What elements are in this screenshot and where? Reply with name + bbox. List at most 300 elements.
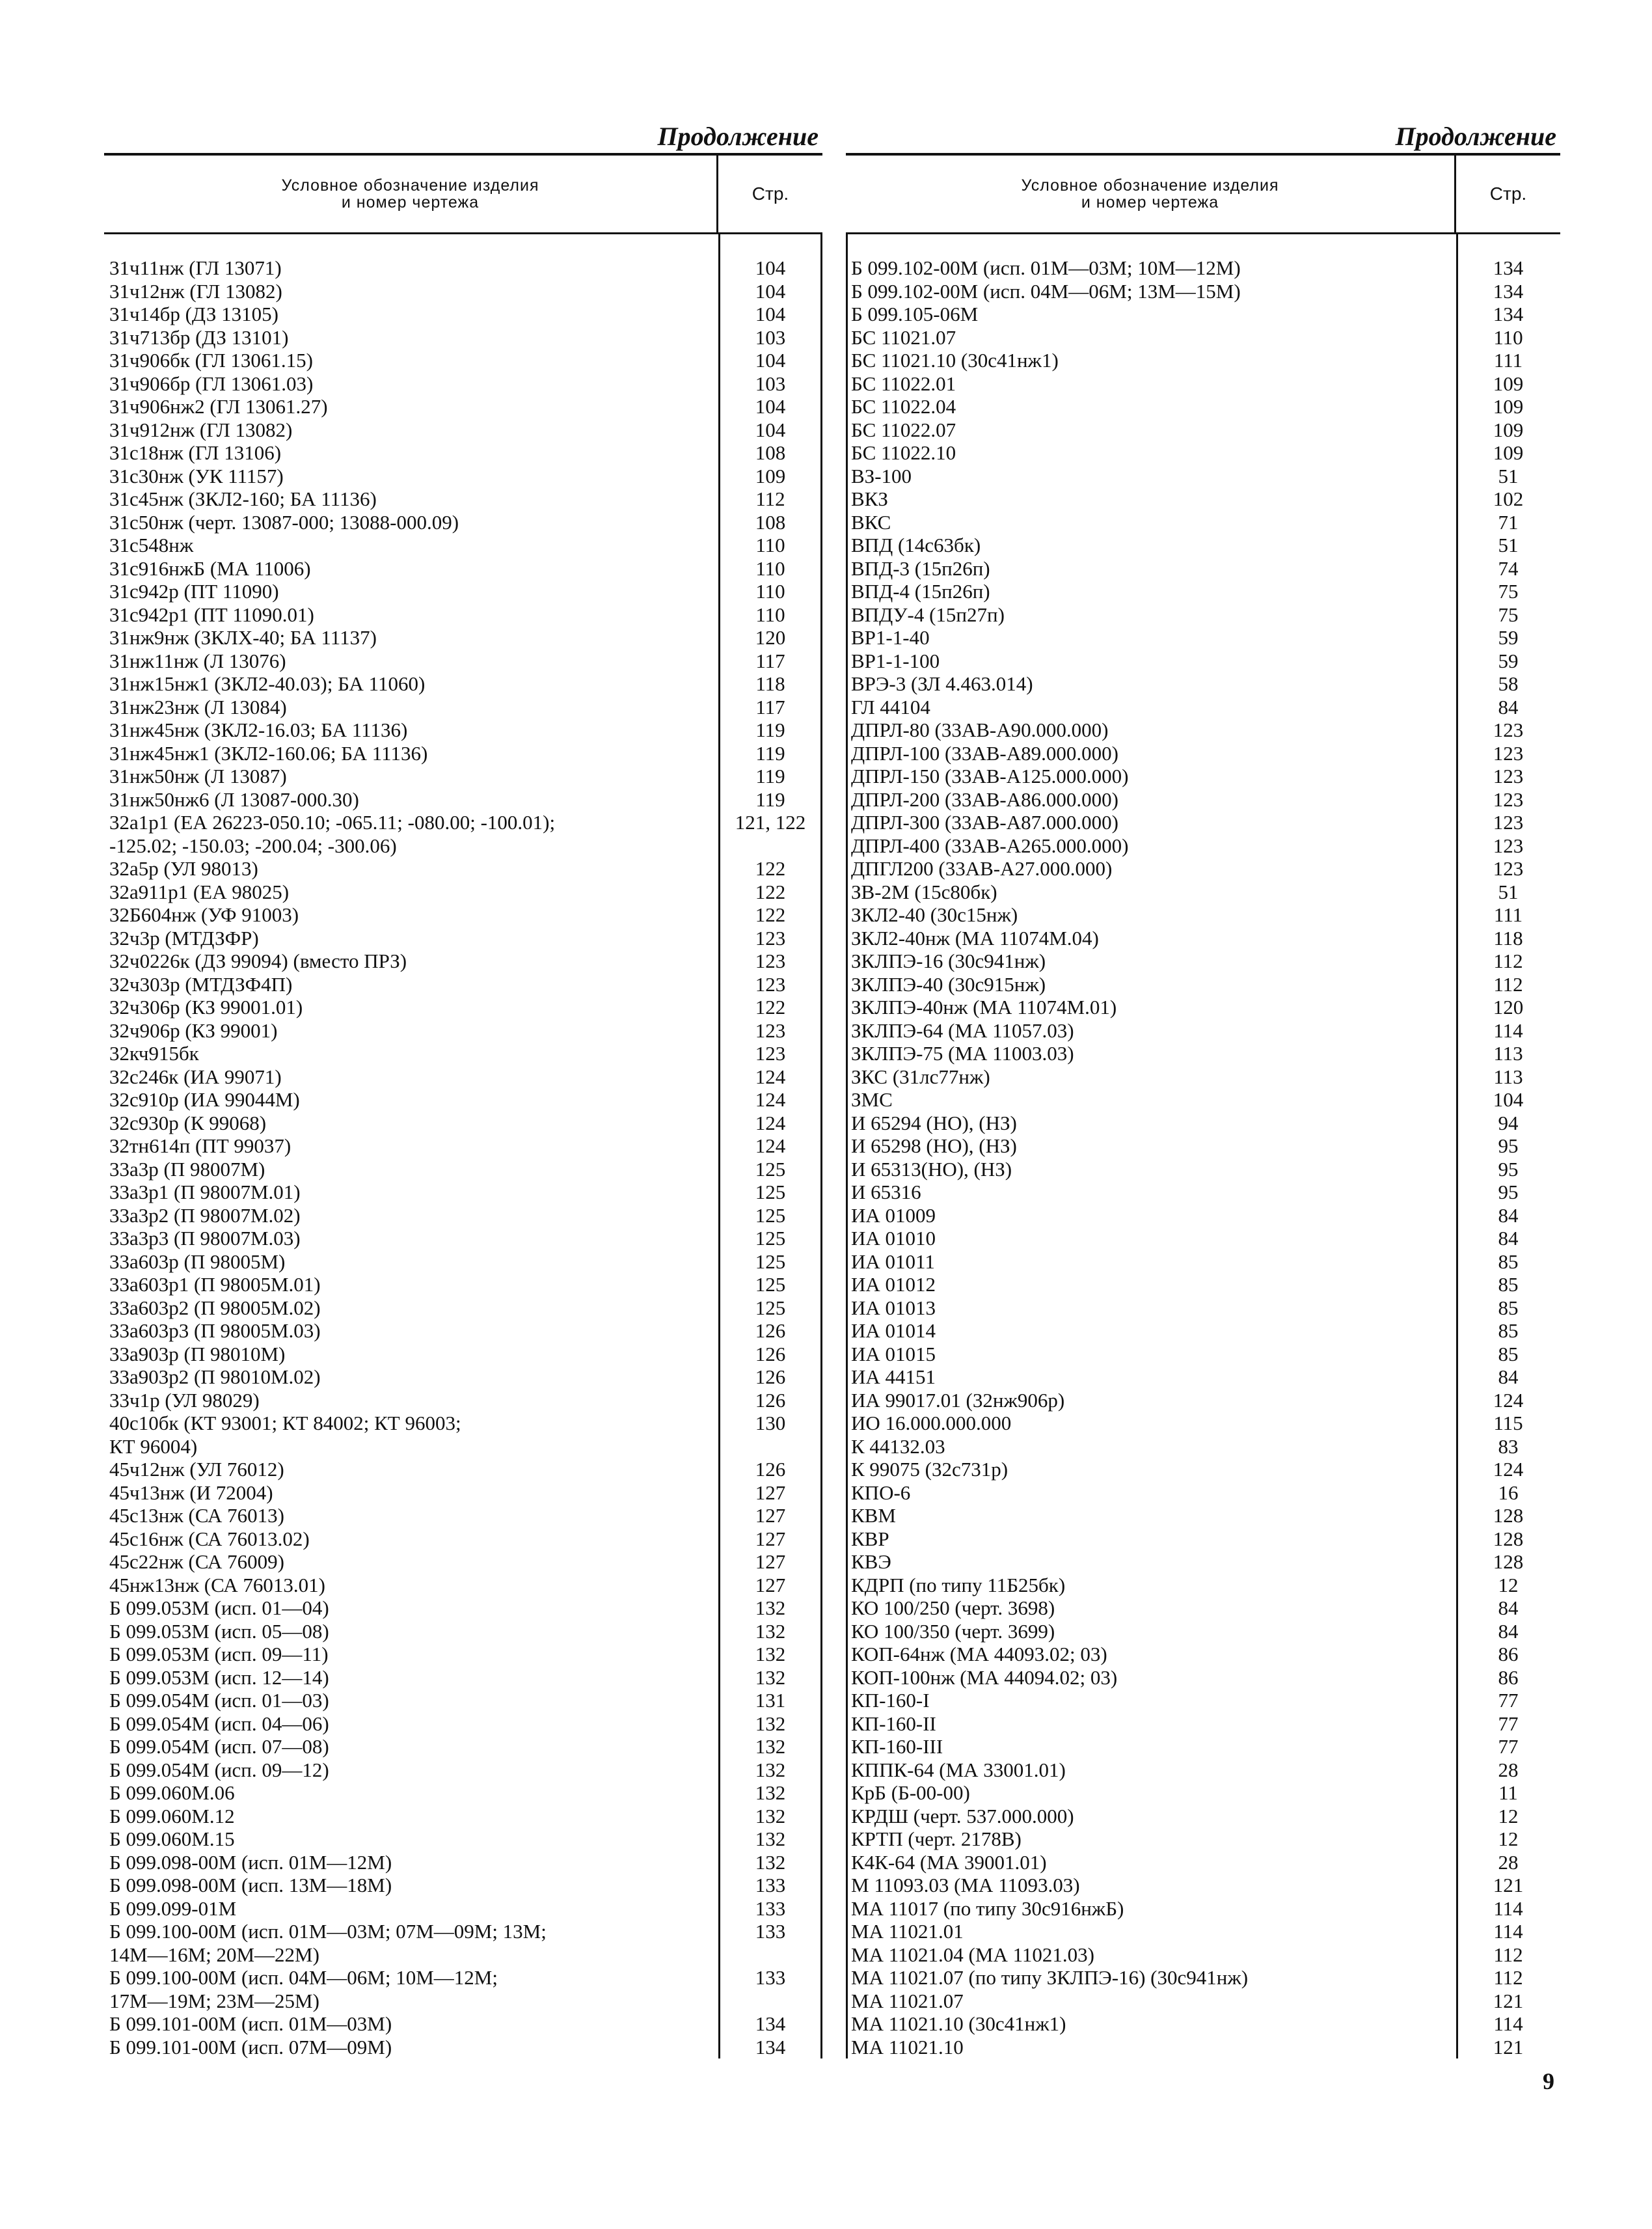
item-page: 114: [1493, 1896, 1523, 1920]
table-row: [846, 511, 1560, 534]
item-page: 103: [755, 372, 786, 395]
item-page: 134: [1493, 256, 1524, 279]
item-page: 84: [1498, 1365, 1519, 1388]
item-page: 59: [1498, 649, 1519, 672]
table-row: [846, 1550, 1560, 1574]
table-row: [846, 1620, 1560, 1643]
table-row: [104, 1596, 822, 1620]
item-page: 28: [1498, 1850, 1519, 1874]
table-row: [846, 1712, 1560, 1736]
item-page: 83: [1498, 1434, 1519, 1458]
table-row: [104, 696, 822, 719]
item-designation: 32Б604нж (УФ 91003): [109, 903, 299, 926]
table-row: [846, 1019, 1560, 1043]
table-row: [846, 788, 1560, 812]
item-designation: МА 11021.04 (МА 11021.03): [851, 1943, 1094, 1966]
item-designation: ИО 16.000.000.000: [851, 1412, 1012, 1434]
header-designation: Условное обозначение изделия и номер чертежа: [1021, 176, 1279, 212]
table-row: [104, 303, 822, 326]
item-page: 123: [1493, 765, 1524, 787]
table-row: [846, 1458, 1560, 1481]
item-designation: Б 099.102-00М (исп. 01М—03М; 10М—12М): [851, 256, 1241, 279]
table-row: [104, 1204, 822, 1227]
item-designation: КПО-6: [851, 1481, 911, 1504]
continued-label: Продолжение: [657, 122, 819, 151]
item-page: 95: [1498, 1134, 1519, 1157]
item-designation: 31с30нж (УК 11157): [109, 464, 284, 487]
item-designation: 31с916нжБ (МА 11006): [109, 556, 311, 580]
table-row: [104, 1805, 822, 1828]
item-designation: К 99075 (32с731р): [851, 1458, 1009, 1481]
item-page: 113: [1493, 1042, 1523, 1065]
item-designation: 45нж13нж (СА 76013.01): [109, 1573, 325, 1596]
item-page: 85: [1498, 1319, 1519, 1342]
table-row: [846, 1781, 1560, 1805]
item-page: 124: [755, 1088, 786, 1111]
item-designation: БС 11022.10: [851, 441, 956, 464]
table-row: [846, 742, 1560, 765]
item-page: 114: [1493, 2012, 1523, 2035]
table-row: [104, 441, 822, 465]
item-page: 133: [755, 1920, 786, 1943]
table-row: [846, 441, 1560, 465]
item-page: 123: [1493, 741, 1524, 765]
item-designation: КРДШ (черт. 537.000.000): [851, 1804, 1074, 1827]
item-page: 85: [1498, 1273, 1519, 1296]
item-page: 114: [1493, 1019, 1523, 1042]
table-row: [846, 2012, 1560, 2036]
item-designation: ВПД-3 (15п26п): [851, 556, 990, 580]
item-page: 132: [755, 1712, 786, 1735]
item-designation: 31нж23нж (Л 13084): [109, 695, 287, 718]
item-designation: 31с18нж (ГЛ 13106): [109, 441, 282, 464]
item-page: 122: [755, 880, 786, 903]
item-designation: ИА 01011: [851, 1250, 935, 1273]
item-designation: 31ч12нж (ГЛ 13082): [109, 279, 282, 303]
table-row: [846, 1134, 1560, 1158]
item-designation: ИА 01013: [851, 1296, 936, 1319]
table-row: [104, 487, 822, 511]
table-row: [104, 1112, 822, 1135]
item-designation: ИА 01010: [851, 1227, 936, 1250]
table-row: [846, 1874, 1560, 1897]
item-page: 95: [1498, 1181, 1519, 1203]
item-designation: КО 100/350 (черт. 3699): [851, 1619, 1055, 1643]
item-designation: КО 100/250 (черт. 3698): [851, 1596, 1055, 1619]
item-designation: 32а1р1 (ЕА 26223-050.10; -065.11; -080.00; -100.01); -125.02; -150.03; -200.04; -300.06): [109, 811, 556, 857]
item-designation: ЗКЛ2-40 (30с15нж): [851, 903, 1018, 926]
table-row: [104, 280, 822, 303]
item-designation: ВПД (14с63бк): [851, 534, 981, 556]
item-page: 125: [755, 1203, 786, 1227]
table-row: [104, 1250, 822, 1274]
table-row: [104, 1134, 822, 1158]
item-designation: 45с22нж (СА 76009): [109, 1550, 284, 1573]
item-designation: Б 099.101-00М (исп. 01М—03М): [109, 2012, 392, 2035]
item-designation: 31ч906бр (ГЛ 13061.03): [109, 372, 314, 395]
page-number: 9: [1543, 2068, 1554, 2094]
table-row: [104, 1504, 822, 1527]
table-row: [846, 811, 1560, 834]
item-page: 123: [755, 1042, 786, 1065]
item-page: 125: [755, 1296, 786, 1319]
column-divider: [718, 234, 720, 2058]
item-page: 104: [755, 349, 786, 372]
item-page: 75: [1498, 603, 1519, 626]
item-page: 122: [755, 903, 786, 926]
item-designation: ЗКЛПЭ-40 (30с915нж): [851, 972, 1046, 996]
item-page: 109: [1493, 395, 1524, 418]
item-designation: КВР: [851, 1527, 889, 1550]
item-designation: ЗКЛПЭ-40нж (МА 11074М.01): [851, 996, 1117, 1019]
table-row: [104, 1827, 822, 1851]
table-row: [104, 1227, 822, 1250]
item-designation: ЗКС (31лс77нж): [851, 1065, 990, 1088]
item-page: 134: [755, 2012, 786, 2035]
item-designation: Б 099.060М.06: [109, 1781, 235, 1804]
table-row: [104, 1851, 822, 1874]
table-row: [846, 950, 1560, 973]
item-page: 119: [755, 787, 785, 811]
item-designation: 31с942р (ПТ 11090): [109, 580, 279, 603]
item-page: 123: [1493, 834, 1524, 857]
item-page: 108: [755, 510, 786, 534]
item-designation: КП-160-III: [851, 1735, 943, 1758]
table-row: [846, 1435, 1560, 1458]
item-designation: ИА 99017.01 (32нж906р): [851, 1388, 1065, 1412]
item-page: 51: [1498, 464, 1519, 487]
table-row: [104, 1735, 822, 1758]
table-row: [846, 557, 1560, 581]
item-page: 121, 122: [735, 811, 806, 834]
item-page: 125: [755, 1250, 786, 1273]
item-designation: Б 099.053М (исп. 01—04): [109, 1596, 329, 1619]
table-row: [846, 718, 1560, 742]
header-page: Стр.: [716, 156, 822, 232]
item-designation: Б 099.099-01М: [109, 1896, 237, 1920]
table-row: [104, 1712, 822, 1736]
item-page: 118: [1493, 926, 1523, 950]
table-row: [846, 1758, 1560, 1782]
item-designation: ГЛ 44104: [851, 695, 930, 718]
item-page: 123: [755, 950, 786, 972]
item-designation: Б 099.098-00М (исп. 01М—12М): [109, 1850, 392, 1874]
item-page: 86: [1498, 1665, 1519, 1689]
item-designation: 31нж50нж6 (Л 13087-000.30): [109, 787, 359, 811]
item-page: 28: [1498, 1758, 1519, 1781]
item-page: 123: [1493, 787, 1524, 811]
item-designation: Б 099.101-00М (исп. 07М—09М): [109, 2035, 392, 2058]
table-row: [846, 1504, 1560, 1527]
table-row: [104, 765, 822, 788]
item-page: 94: [1498, 1111, 1519, 1134]
table-row: [104, 395, 822, 418]
item-page: 104: [755, 256, 786, 279]
item-page: 120: [1493, 996, 1524, 1019]
table-row: [846, 765, 1560, 788]
table-row: [104, 1365, 822, 1389]
item-designation: КППК-64 (МА 33001.01): [851, 1758, 1066, 1781]
item-designation: 32тн614п (ПТ 99037): [109, 1134, 291, 1157]
table-row: [846, 1897, 1560, 1921]
item-designation: Б 099.053М (исп. 09—11): [109, 1643, 329, 1665]
table-row: [104, 881, 822, 904]
table-row: [104, 1065, 822, 1089]
table-row: [104, 718, 822, 742]
item-designation: 31нж9нж (ЗКЛХ-40; БА 11137): [109, 626, 377, 649]
item-page: 84: [1498, 1227, 1519, 1250]
index-table-right: [846, 153, 1560, 2058]
item-page: 119: [755, 741, 785, 765]
item-page: 51: [1498, 534, 1519, 556]
table-row: [104, 1458, 822, 1481]
table-row: [104, 927, 822, 950]
table-row: [846, 1112, 1560, 1135]
table-row: [104, 903, 822, 927]
table-row: [104, 1088, 822, 1112]
item-designation: 40с10бк (КТ 93001; КТ 84002; КТ 96003; КТ 96004): [109, 1412, 461, 1458]
table-row: [104, 1920, 822, 1966]
table-row: [846, 1319, 1560, 1343]
item-page: 16: [1498, 1481, 1519, 1504]
item-designation: ЗКЛПЭ-75 (МА 11003.03): [851, 1042, 1074, 1065]
item-designation: КДРП (по типу 11Б25бк): [851, 1573, 1066, 1596]
table-row: [104, 742, 822, 765]
table-row: [846, 1735, 1560, 1758]
table-row: [104, 1412, 822, 1458]
item-designation: 31с50нж (черт. 13087-000; 13088-000.09): [109, 510, 459, 534]
item-page: 114: [1493, 1920, 1523, 1943]
table-row: [846, 1943, 1560, 1967]
item-designation: 33а903р (П 98010М): [109, 1342, 286, 1365]
table-row: [846, 1273, 1560, 1296]
table-row: [104, 1019, 822, 1043]
item-page: 125: [755, 1227, 786, 1250]
item-designation: 32ч306р (КЗ 99001.01): [109, 996, 303, 1019]
item-designation: БС 11021.10 (30с41нж1): [851, 349, 1059, 372]
item-page: 86: [1498, 1643, 1519, 1665]
item-page: 58: [1498, 672, 1519, 695]
item-page: 112: [1493, 1966, 1523, 1989]
item-page: 103: [755, 325, 786, 349]
item-designation: Б 099.105-06М: [851, 303, 979, 325]
item-designation: Б 099.100-00М (исп. 04М—06М; 10М—12М; 17М—19М; 23М—25М): [109, 1966, 498, 2012]
table-row: [104, 1643, 822, 1666]
item-page: 127: [755, 1550, 786, 1573]
item-designation: К 44132.03: [851, 1434, 945, 1458]
item-designation: Б 099.060М.15: [109, 1827, 235, 1850]
table-row: [846, 1827, 1560, 1851]
table-row: [104, 1042, 822, 1065]
item-page: 84: [1498, 1596, 1519, 1619]
item-page: 122: [755, 996, 786, 1019]
table-row: [104, 1296, 822, 1320]
left-column: [104, 120, 822, 2058]
item-page: 127: [755, 1573, 786, 1596]
item-designation: 31нж50нж (Л 13087): [109, 765, 287, 787]
item-page: 133: [755, 1874, 786, 1896]
item-page: 102: [1493, 487, 1524, 510]
item-page: 74: [1498, 556, 1519, 580]
item-page: 132: [755, 1619, 786, 1643]
table-row: [846, 580, 1560, 603]
item-designation: 31ч713бр (ДЗ 13101): [109, 325, 289, 349]
table-row: [104, 1319, 822, 1343]
item-page: 132: [755, 1665, 786, 1689]
item-page: 134: [1493, 279, 1524, 303]
table-row: [104, 603, 822, 627]
item-page: 104: [755, 418, 786, 441]
item-page: 85: [1498, 1250, 1519, 1273]
table-row: [846, 418, 1560, 442]
table-row: [104, 2012, 822, 2036]
table-row: [846, 1365, 1560, 1389]
table-row: [104, 2036, 822, 2059]
item-designation: 32с930р (К 99068): [109, 1111, 267, 1134]
table-row: [846, 1250, 1560, 1274]
item-designation: И 65316: [851, 1181, 921, 1203]
item-designation: ДПРЛ-400 (33АВ-А265.000.000): [851, 834, 1129, 857]
item-designation: 45с13нж (СА 76013): [109, 1504, 284, 1527]
item-page: 132: [755, 1827, 786, 1850]
item-designation: Б 099.060М.12: [109, 1804, 235, 1827]
table-row: [846, 881, 1560, 904]
item-designation: Б 099.053М (исп. 12—14): [109, 1665, 329, 1689]
item-designation: ВР1-1-100: [851, 649, 940, 672]
item-page: 132: [755, 1804, 786, 1827]
table-body: [104, 234, 822, 2058]
item-designation: 32с910р (ИА 99044М): [109, 1088, 300, 1111]
table-row: [846, 834, 1560, 858]
item-page: 111: [1493, 903, 1523, 926]
table-row: [846, 1596, 1560, 1620]
item-designation: ДПРЛ-300 (33АВ-А87.000.000): [851, 811, 1118, 834]
item-designation: МА 11021.10 (30с41нж1): [851, 2012, 1066, 2035]
item-page: 128: [1493, 1527, 1524, 1550]
table-row: [846, 672, 1560, 696]
table-row: [104, 1343, 822, 1366]
item-page: 104: [755, 279, 786, 303]
item-designation: 31ч906бк (ГЛ 13061.15): [109, 349, 313, 372]
table-row: [846, 1227, 1560, 1250]
item-designation: 31нж45нж (ЗКЛ2-16.03; БА 11136): [109, 718, 408, 741]
header-page: Стр.: [1454, 156, 1560, 232]
table-row: [104, 1481, 822, 1505]
item-designation: 33а603р1 (П 98005М.01): [109, 1273, 321, 1296]
item-page: 85: [1498, 1342, 1519, 1365]
item-page: 95: [1498, 1157, 1519, 1181]
table-row: [846, 465, 1560, 488]
table-row: [104, 1273, 822, 1296]
item-page: 110: [1493, 325, 1523, 349]
item-page: 123: [755, 926, 786, 950]
table-row: [846, 1296, 1560, 1320]
item-designation: КрБ (Б-00-00): [851, 1781, 970, 1804]
table-row: [846, 1481, 1560, 1505]
table-row: [104, 811, 822, 857]
item-designation: 33а3р1 (П 98007М.01): [109, 1181, 301, 1203]
table-row: [846, 1088, 1560, 1112]
item-page: 110: [755, 556, 785, 580]
table-row: [846, 395, 1560, 418]
item-designation: 32а5р (УЛ 98013): [109, 857, 258, 880]
table-row: [104, 557, 822, 581]
item-designation: БС 11021.07: [851, 325, 956, 349]
item-page: 110: [755, 534, 785, 556]
item-page: 124: [755, 1111, 786, 1134]
item-designation: 31нж15нж1 (ЗКЛ2-40.03); БА 11060): [109, 672, 426, 695]
item-page: 115: [1493, 1412, 1523, 1434]
item-designation: МА 11021.01: [851, 1920, 964, 1943]
table-row: [846, 1204, 1560, 1227]
table-row: [104, 1897, 822, 1921]
item-page: 112: [755, 487, 785, 510]
item-page: 130: [755, 1412, 786, 1434]
item-page: 110: [755, 603, 785, 626]
item-page: 128: [1493, 1504, 1524, 1527]
item-page: 12: [1498, 1804, 1519, 1827]
item-page: 126: [755, 1342, 786, 1365]
table-row: [846, 1574, 1560, 1597]
item-designation: ИА 01012: [851, 1273, 936, 1296]
table-row: [846, 1065, 1560, 1089]
continued-label: Продолжение: [1395, 122, 1556, 151]
item-designation: Б 099.054М (исп. 01—03): [109, 1689, 329, 1712]
item-page: 123: [1493, 718, 1524, 741]
item-designation: ЗКЛПЭ-16 (30с941нж): [851, 950, 1046, 972]
item-designation: 33а3р (П 98007М): [109, 1157, 265, 1181]
item-page: 126: [755, 1365, 786, 1388]
item-designation: 32ч0226к (ДЗ 99094) (вместо ПРЗ): [109, 950, 407, 972]
item-page: 84: [1498, 1203, 1519, 1227]
item-designation: БС 11022.07: [851, 418, 956, 441]
item-page: 51: [1498, 880, 1519, 903]
item-page: 124: [755, 1065, 786, 1088]
item-page: 77: [1498, 1735, 1519, 1758]
item-designation: 31с45нж (ЗКЛ2-160; БА 11136): [109, 487, 377, 510]
table-row: [104, 372, 822, 396]
item-page: 126: [755, 1319, 786, 1342]
table-header: [104, 156, 822, 234]
item-page: 110: [755, 580, 785, 603]
item-page: 132: [755, 1781, 786, 1804]
item-designation: МА 11017 (по типу 30с916нжБ): [851, 1896, 1124, 1920]
table-row: [846, 1181, 1560, 1204]
item-designation: ВРЭ-3 (ЗЛ 4.463.014): [851, 672, 1033, 695]
table-row: [846, 1851, 1560, 1874]
item-page: 124: [1493, 1388, 1524, 1412]
item-page: 112: [1493, 972, 1523, 996]
table-row: [846, 1643, 1560, 1666]
item-designation: 31нж45нж1 (ЗКЛ2-160.06; БА 11136): [109, 741, 428, 765]
item-designation: ДПРЛ-150 (33АВ-А125.000.000): [851, 765, 1129, 787]
item-designation: ИА 01009: [851, 1203, 936, 1227]
table-row: [104, 1966, 822, 2012]
item-designation: ВПДУ-4 (15п27п): [851, 603, 1005, 626]
table-row: [846, 303, 1560, 326]
table-row: [104, 1781, 822, 1805]
column-divider: [1456, 234, 1458, 2058]
table-row: [104, 973, 822, 996]
item-designation: 31ч11нж (ГЛ 13071): [109, 256, 282, 279]
item-page: 112: [1493, 1943, 1523, 1966]
table-row: [846, 1527, 1560, 1551]
table-row: [846, 1389, 1560, 1412]
item-designation: ИА 01015: [851, 1342, 936, 1365]
item-page: 71: [1498, 510, 1519, 534]
item-page: 132: [755, 1596, 786, 1619]
table-row: [104, 349, 822, 372]
